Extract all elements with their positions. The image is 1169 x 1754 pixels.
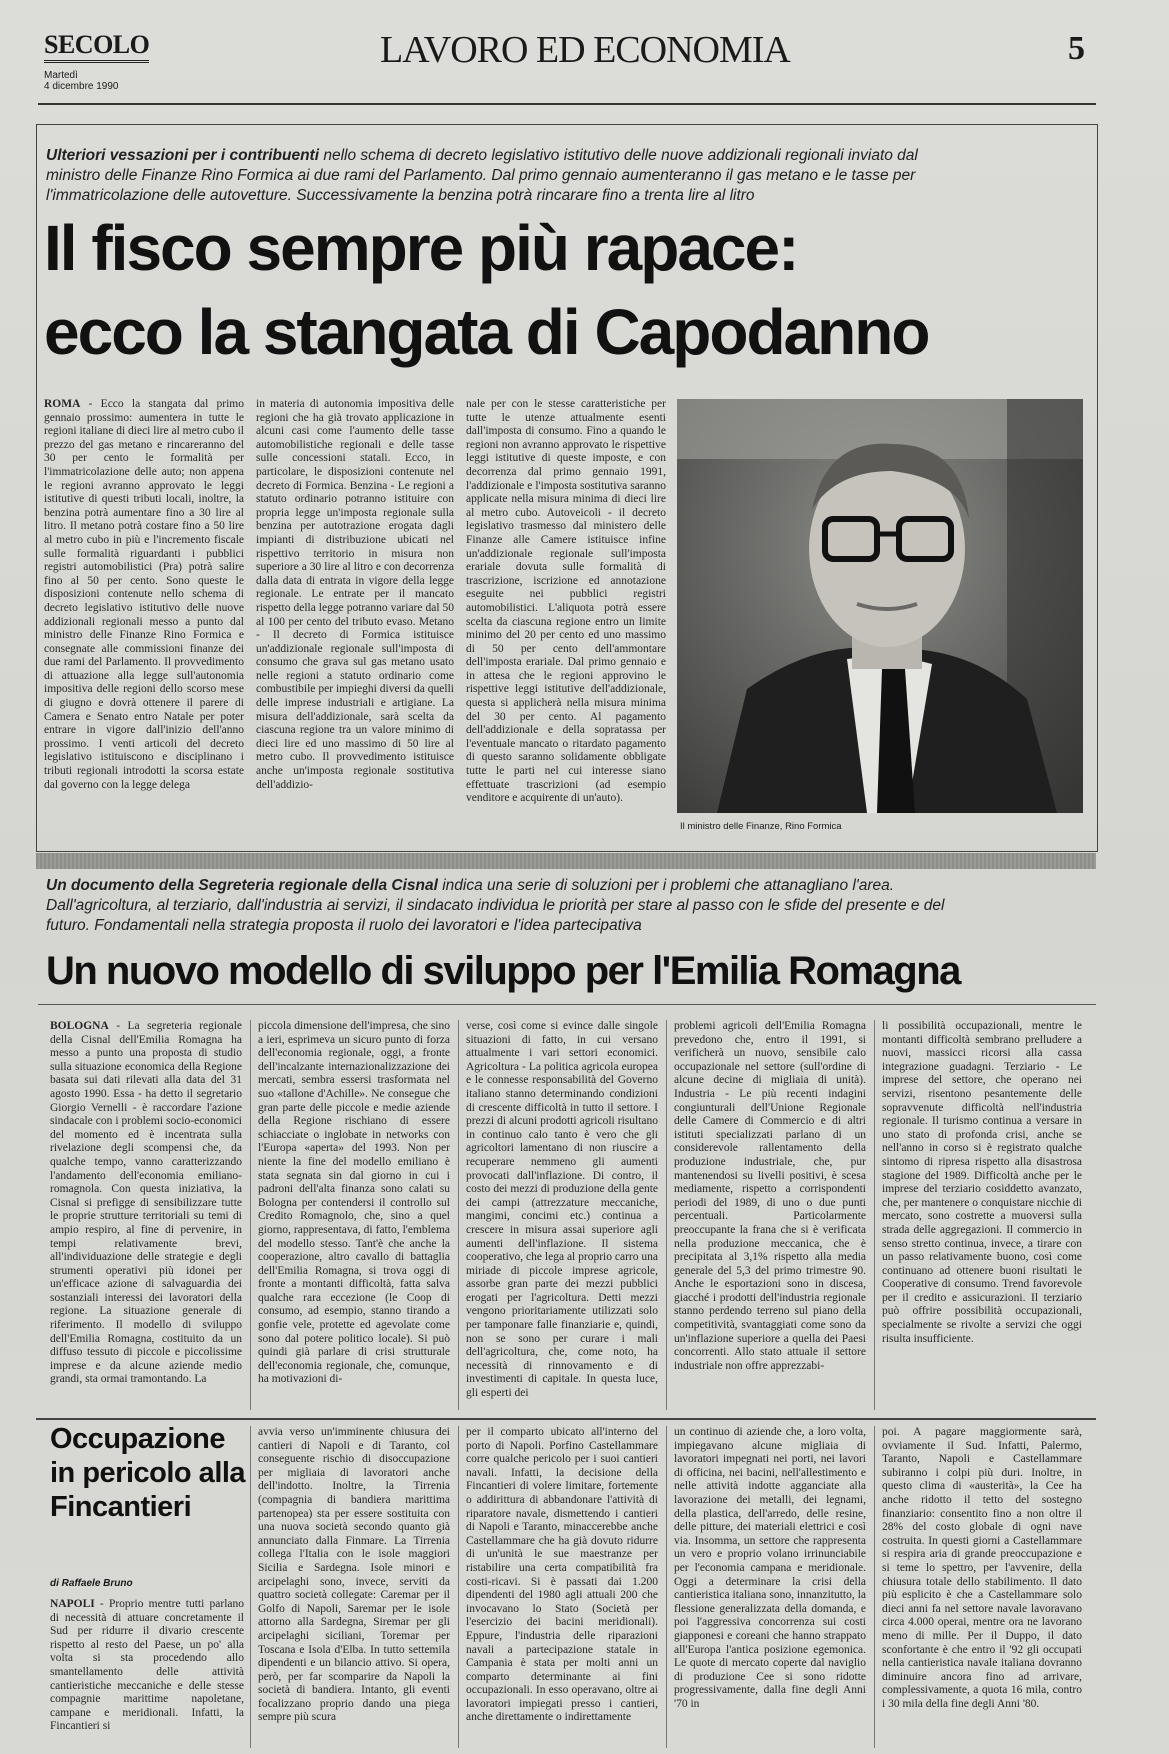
article-emilia-rule <box>38 1004 1096 1005</box>
article-fisco-column-3: nale per con le stesse caratteristiche per tutte le utenze attualmente esenti dall'imposta di consumo. Fino a quando le regioni non avranno approvato le rispettive leggi istitutive di queste imposte, e con decorrenza dal primo gennaio 1991, l'addizionale e l'imposta sostitutiva saranno applicate nella misura minima di dieci lire al metro cubo. Autoveicoli - il decreto legislativo trasmesso dal ministero delle Finanze alle Camere istituisce infine un'addizionale regionale sull'imposta erariale dovuta sulle formalità di trascrizione, iscrizione ed annotazione eseguite nei pubblici registri automobilistici. L'aliquota potrà essere scelta da ciascuna regione entro un limite minimo del 20 per cento ed uno massimo di 50 per cento dell'ammontare dell'imposta erariale. Dal primo gennaio e in attesa che le regioni approvino le rispettive leggi istitutive dell'addizionale, questa si applicherà nella misura minima del 30 per cento. Al pagamento dell'addizionale e della sopratassa per l'eventuale mancato o ritardato pagamento di questo saranno solidamente obbligate tutte le parti nel cui interesse siano effettuate trascrizioni (ad esempio venditore e acquirente di un'auto). <box>466 398 666 805</box>
column-rule <box>874 1020 875 1410</box>
column-rule <box>458 1426 459 1748</box>
dateline: ROMA <box>44 398 81 410</box>
publication-date <box>44 70 119 92</box>
article-emilia-kicker-text: indica una serie di soluzioni per i problemi che attanagliano l'area. Dall'agricoltura, al terziario, dall'industria ai servizi, il sindacato individua le priorità per stare al passo con le sfide del presente e del futuro. Fondamentali nella strategia proposta il ruolo dei lavoratori e l'idea partecipativa <box>46 877 945 934</box>
newspaper-logo: SECOLO <box>44 30 149 63</box>
article-emilia-kicker-bold: Un documento della Segreteria regionale della Cisnal <box>46 877 438 894</box>
article-emilia-column-3: verse, così come si evince dalle singole situazioni di fatto, in cui versano attualmente i vari settori economici. Agricoltura - La politica agricola europea e le connesse responsabilità del Governo italiano stanno determinando condizioni di crescente difficoltà in tutto il settore. I prezzi di alcuni prodotti agricoli risultano in continuo calo tanto è vero che gli agricoltori lamentano di non riuscire a recuperare nemmeno gli aumenti provocati dall'inflazione. Di contro, il costo dei mezzi di produzione della gente dei campi (attrezzature meccaniche, mangimi, concimi etc.) continua a crescere in misura assai superiore agli aumenti dell'inflazione. Il sistema cooperativo, che lega al proprio carro una miriade di piccole imprese agricole, assorbe gran parte dei mezzi pubblici erogati per l'agricoltura. Detti mezzi vengono prioritariamente utilizzati solo per tamponare falle finanziarie e, quindi, non se sono per curare i mali dell'agricoltura, che, come noto, ha necessità di rinnovamento e di investimenti di capitale. In questa luce, gli esperti dei <box>466 1020 658 1400</box>
article-fincantieri-headline: Occupazione in pericolo alla Fincantieri <box>50 1423 246 1523</box>
article-fincantieri-col1-text: - Proprio mentre tutti parlano di necessità di attuare concretamente il Sud per ridurre il divario crescente rispetto al resto del Paese, un po' alla volta si sta procedendo allo smantellamento delle attività cantieristiche meccaniche e delle stesse compagnie marittime napoletane, campane e meridionali. Infatti, la Fincantieri si <box>50 1598 244 1733</box>
article-fisco-column-1 <box>44 398 244 838</box>
column-rule <box>666 1426 667 1748</box>
section-separator <box>36 853 1096 869</box>
article-fincantieri-column-3: per il comparto ubicato all'interno del porto di Napoli. Porfino Castellammare corre qualche pericolo per i suoi cantieri navali. Infatti, la decisione della Fincantieri di volere limitare, fortemente o addirittura di abbandonare l'attività di riparatore navale, dismettendo i cantieri di Napoli e Taranto, minaccerebbe anche Castellammare che ha già dovuto ridurre di un'unità le sue maestranze per ristabilire una certa compatibilità fra costi-ricavi. Si è passati dai 1.200 dipendenti del 1980 agli attuali 200 che invocavano lo Stato (Società per l'esercizio dei bacini meridionali). Eppure, l'industria delle riparazioni navali a partecipazione statale in Campania è stata per molti anni un comparto determinante ai fini occupazionali. In esso operavano, oltre ai lavoratori impiegati presso i cantieri, anche direttamente o indirettamente <box>466 1426 658 1724</box>
column-rule <box>250 1426 251 1748</box>
page-number: 5 <box>1068 30 1085 67</box>
column-rule <box>874 1426 875 1748</box>
article-fincantieri-column-4: un continuo di aziende che, a loro volta, impiegavano alcune migliaia di lavoratori impegnati nei porti, nei lavori di officina, nei bacini, nell'allestimento e nelle attività indotte agganciate alla lavorazione dei metalli, dei legnami, della plastica, dell'arredo, delle resine, delle pitture, dei materiali elettrici e così via. Insomma, un settore che rappresenta un vero e proprio volano irrinunciabile per l'economia campana e meridionale. Oggi a determinare la crisi della cantieristica italiana sono, innanzitutto, la flessione generalizzata della domanda, e poi l'aggressiva concorrenza sui costi giapponesi e coreani che hanno strappato all'Europa l'antica posizione egemonica. Le quote di mercato coperte dal naviglio di produzione Cee si sono ridotte progressivamente, dalla fine degli Anni '70 in <box>674 1426 866 1710</box>
article-fincantieri-byline: di Raffaele Bruno <box>50 1578 133 1589</box>
column-rule <box>250 1020 251 1410</box>
article-emilia-col1-text: - La segreteria regionale della Cisnal dell'Emilia Romagna ha messo a punto una proposta di studio sulla situazione economica della Regione basata sui dati rilevati alla data del 31 agosto 1990. Essa - ha detto il segretario Giorgio Vernelli - è raccordare l'azione sindacale con i problemi socio-economici del momento ed è incentrata sulla rivelazione degli scompensi che, da qualche tempo, vanno caratterizzando l'andamento dell'economia emiliano-romagnola. Con questa iniziativa, la Cisnal si prefigge di sensibilizzare tutte le proprie strutture territoriali su temi di ampio respiro, al fine di pervenire, in tempi relativamente brevi, all'individuazione delle strategie e degli strumenti operativi più idonei per un'efficace azione di salvaguardia dei sostanziali interessi dei lavoratori della regione. La situazione generale di riferimento. Il modello di sviluppo dell'Emilia Romagna, costituito da un diffuso tessuto di piccole e piccolissime imprese e da alcune aziende medio grandi, sta ormai tramontando. La <box>50 1020 242 1386</box>
portrait-image <box>677 399 1083 813</box>
article-emilia-column-5: li possibilità occupazionali, mentre le montanti difficoltà sembrano prelludere a nuovi, massicci ricorsi alla cassa integrazione guadagni. Terziario - Le imprese del settore, che operano nei servizi, risentono pesantemente delle sopravvenute difficoltà nell'industria regionale. Il turismo continua a versare in uno stato di profonda crisi, anche se nell'anno in corso si è registrato qualche sintomo di ripresa rispetto alla disastrosa stagione del 1989. Difficoltà anche per le imprese del terziario cosiddetto avanzato, che, per mantenere o conquistare nicchie di mercato, sono costrette a muoversi sulla strada delle aggregazioni. Il commercio in senso stretto continua, invece, a tirare con un passo relativamente buono, così come continuano ad ottenere buoni risultati le Cooperative di consumo. Trend favorevole per il credito e assicurazioni. Il terziario può offrire possibilità occupazionali, specialmente se rivolte a servizi che oggi risulta insufficiente. <box>882 1020 1082 1345</box>
dateline: BOLOGNA <box>50 1020 109 1032</box>
article-emilia-column-1 <box>50 1020 242 1410</box>
article-fisco-headline-2: ecco la stangata di Capodanno <box>44 296 929 368</box>
article-emilia-column-2: piccola dimensione dell'impresa, che sino a ieri, esprimeva un sicuro punto di forza dell'economia regionale, oggi, a fronte dell'incalzante internazionalizzazione dei mercati, sembra essersi trasformata nel suo «tallone d'Achille». Ne consegue che gran parte delle piccole e medie aziende della Regione rischiano di essere schiacciate o inglobate in networks con l'Europa «aperta» del 1993. Non per niente la fine del modello emiliano è stata segnata sin dal giorno in cui i padroni dell'alta finanza sono calati su Bologna per contendersi il controllo sul Credito Romagnolo, che, sino a quel giorno, rappresentava, di fatto, l'emblema del modello stesso. Tant'è che anche la cooperazione, altro cavallo di battaglia dell'Emilia Romagna, si trova oggi di fronte a montanti difficoltà, fatta salva qualche rara eccezione (le Coop di consumo, ad esempio, stanno tirando a gonfie vele, protette ed agevolate come sono dal potere politico locale). Si può quindi già parlare di crisi strutturale dell'economia regionale, che, comunque, ha motivazioni di- <box>258 1020 450 1386</box>
article-fincantieri-column-2: avvia verso un'imminente chiusura dei cantieri di Napoli e di Taranto, col conseguente rischio di disoccupazione per migliaia di lavoratori anche dell'indotto. Inoltre, la Tirrenia (compagnia di bandiera marittima partenopea) sta per essere sostituita con una nuova società secondo quanto già annunciato dalla Finmare. La Tirrenia collega l'Italia con le isole maggiori Sicilia e Sardegna. Isole minori e arcipelaghi sono, invece, serviti da quattro società collegate: Caremar per il Golfo di Napoli, Saremar per le isole attorno alla Sardegna, Siremar per gli arcipelaghi siciliani, Toremar per Toscana e Isola d'Elba. In tutto settemila dipendenti e un bilancio attivo. Si opera, però, per far scomparire da Napoli la società di bandiera. Intanto, gli eventi focalizzano proprio dando una piega sempre più scura <box>258 1426 450 1724</box>
article-fisco-kicker-bold: Ulteriori vessazioni per i contribuenti <box>46 147 320 164</box>
date-full: 4 dicembre 1990 <box>44 81 119 92</box>
column-rule <box>666 1020 667 1410</box>
article-fisco-kicker-text: nello schema di decreto legislativo istitutivo delle nuove addizionali regionali inviato dal ministro delle Finanze Rino Formica ai due rami del Parlamento. Dal primo gennaio aumenteranno il gas metano e le tasse per l'immatricolazione delle autovetture. Successivamente la benzina potrà rincarare fino a trenta lire al litro <box>46 147 918 204</box>
article-fincantieri-column-1 <box>50 1598 244 1748</box>
date-day: Martedì <box>44 70 78 81</box>
photo-caption: Il ministro delle Finanze, Rino Formica <box>680 821 842 832</box>
photo-rino-formica <box>677 399 1083 813</box>
masthead-rule <box>38 103 1096 105</box>
article-fisco-headline-1: Il fisco sempre più rapace: <box>44 212 798 284</box>
article-fisco-col1-text: - Ecco la stangata dal primo gennaio prossimo: aumentera in tutte le regioni italiane di dieci lire al metro cubo il prezzo del gas metano e rincareranno del 30 per cento le formalità per l'immatricolazione delle auto; non appena le regioni avranno approvato le leggi istitutive di questi tributi locali, inoltre, la benzina potrà aumentare fino a 30 lire al litro. Il metano potrà costare fino a 50 lire al metro cubo in più e l'incremento fiscale sulle formalità riguardanti i pubblici registri automobilistici (Pra) potrà salire fino al 50 per cento. Sono queste le disposizioni contenute nello schema di decreto legislativo istitutivo delle nuove addizionali regionali messo a punto dal ministro delle Finanze Rino Formica e consegnate alle commissioni finanze dei due rami del Parlamento. Il provvedimento di attuazione alla legge sull'autonomia impositiva delle regioni dello scorso mese di giugno e dovrà ottenere il parere di Camera e Senato entro Natale per poter entrare in vigore dall'inizio dell'anno prossimo. I venti articoli del decreto legislativo istituiscono e disciplinano i tributi regionali introdotti la scorsa estate dal governo con la legge delega <box>44 398 244 791</box>
article-emilia-headline: Un nuovo modello di sviluppo per l'Emilia Romagna <box>46 949 960 993</box>
dateline: NAPOLI <box>50 1598 95 1610</box>
article-emilia-kicker <box>46 876 966 936</box>
article-fisco-kicker <box>46 146 946 206</box>
column-rule <box>458 1020 459 1410</box>
article-fincantieri-column-5: poi. A pagare maggiormente sarà, ovviamente il Sud. Infatti, Palermo, Taranto, Napoli e Castellammare subiranno i colpi più duri. Inoltre, in questo clima di «austerità», la Cee ha anche ridotto il tetto del sostegno finanziario: consentito fino a non oltre il 28% del costo globale di ogni nave costruita. In questi giorni a Castellammare si respira aria di grande preoccupazione e si teme lo spettro, per l'avvenire, della chiusura totale dello stabilimento. Il dato più esplicito è che a Castellammare solo dieci anni fa nel settore navale lavoravano circa 4.000 operai, mentre ora ne lavorano meno di mille. Per il Duppo, il dato sconfortante è che entro il '92 gli occupati nella cantieristica navale italiana dovranno diminuire ancora fino ad arrivare, complessivamente, a quota 16 mila, contro i 30 mila della fine degli Anni '80. <box>882 1426 1082 1710</box>
section-title: LAVORO ED ECONOMIA <box>380 29 790 71</box>
article-fisco-column-2: in materia di autonomia impositiva delle regioni che ha già trovato applicazione in alcuni casi come l'aumento delle tasse automobilistiche regionali e delle tasse sulle concessioni statali. Ecco, in particolare, le disposizioni contenute nel decreto di Formica. Benzina - Le regioni a statuto ordinario potranno istituire con propria legge un'imposta regionale sulla benzina per autotrazione erogata dagli impianti di distribuzione ubicati nel rispettivo territorio in misura non superiore a 30 lire al litro e con decorrenza dalla data di entrata in vigore della legge regionale. Le entrate per il mancato rispetto della legge potranno variare dal 50 al 100 per cento del tributo evaso. Metano - Il decreto di Formica istituisce un'addizionale regionale sull'imposta di consumo che grava sul gas metano usato nelle regioni a statuto ordinario come combustibile per impieghi diversi da quelli delle imprese industriali e artigiane. La misura dell'addizionale, sarà scelta da ciascuna regione tra un valore minimo di dieci lire ed uno massimo di 50 lire al metro cubo. Il provvedimento istituisce anche un'imposta regionale sostitutiva dell'addizio- <box>256 398 454 791</box>
article-emilia-column-4: problemi agricoli dell'Emilia Romagna prevedono che, entro il 1991, si verificherà un nuovo, sensibile calo occupazionale nel settore (sull'ordine di alcune decine di migliaia di unità). Industria - Le più recenti indagini congiunturali dell'Unione Regionale delle Camere di Commercio e di altri istituti specializzati parlano di un considerevole rallentamento della produzione industriale, che, pur mantenendosi su livelli positivi, è scesa mediamente, rispetto a corrispondenti periodi del 1989, di uno o due punti percentuali. Particolarmente preoccupante la frana che si è verificata nella produzione meccanica, che è precipitata al 3,1% rispetto alla media generale del 5,3 del primo trimestre 90. Anche le esportazioni sono in discesa, giacché i prodotti dell'industria regionale stanno perdendo terreno sul piano della competitività, svantaggiati come sono da un'inflazione superiore a quella dei Paesi concorrenti. Allo stato attuale il settore industriale non offre apprezzabi- <box>674 1020 866 1372</box>
